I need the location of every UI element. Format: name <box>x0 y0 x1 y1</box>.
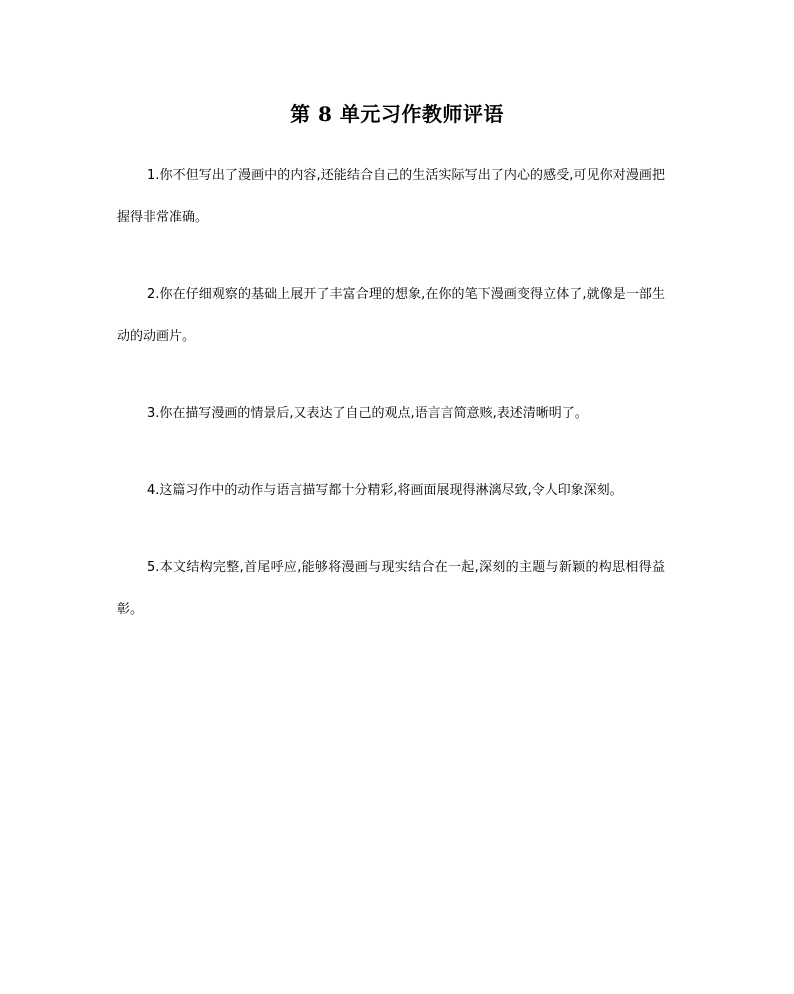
comment-paragraph-4: 4.这篇习作中的动作与语言描写都十分精彩,将画面展现得淋漓尽致,令人印象深刻。 <box>147 483 623 498</box>
comment-paragraph-2: 2.你在仔细观察的基础上展开了丰富合理的想象,在你的笔下漫画变得立体了,就像是一部生动的动画片。 <box>117 287 665 344</box>
document-title: 第 8 单元习作教师评语 <box>290 102 504 126</box>
document-body <box>117 155 665 666</box>
comment-paragraph-1: 1.你不但写出了漫画中的内容,还能结合自己的生活实际写出了内心的感受,可见你对漫画把握得非常准确。 <box>117 168 665 225</box>
comment-paragraph-5: 5.本文结构完整,首尾呼应,能够将漫画与现实结合在一起,深刻的主题与新颖的构思相得益彰。 <box>117 560 665 617</box>
comment-paragraph-3: 3.你在描写漫画的情景后,又表达了自己的观点,语言言简意赅,表述清晰明了。 <box>147 406 588 421</box>
